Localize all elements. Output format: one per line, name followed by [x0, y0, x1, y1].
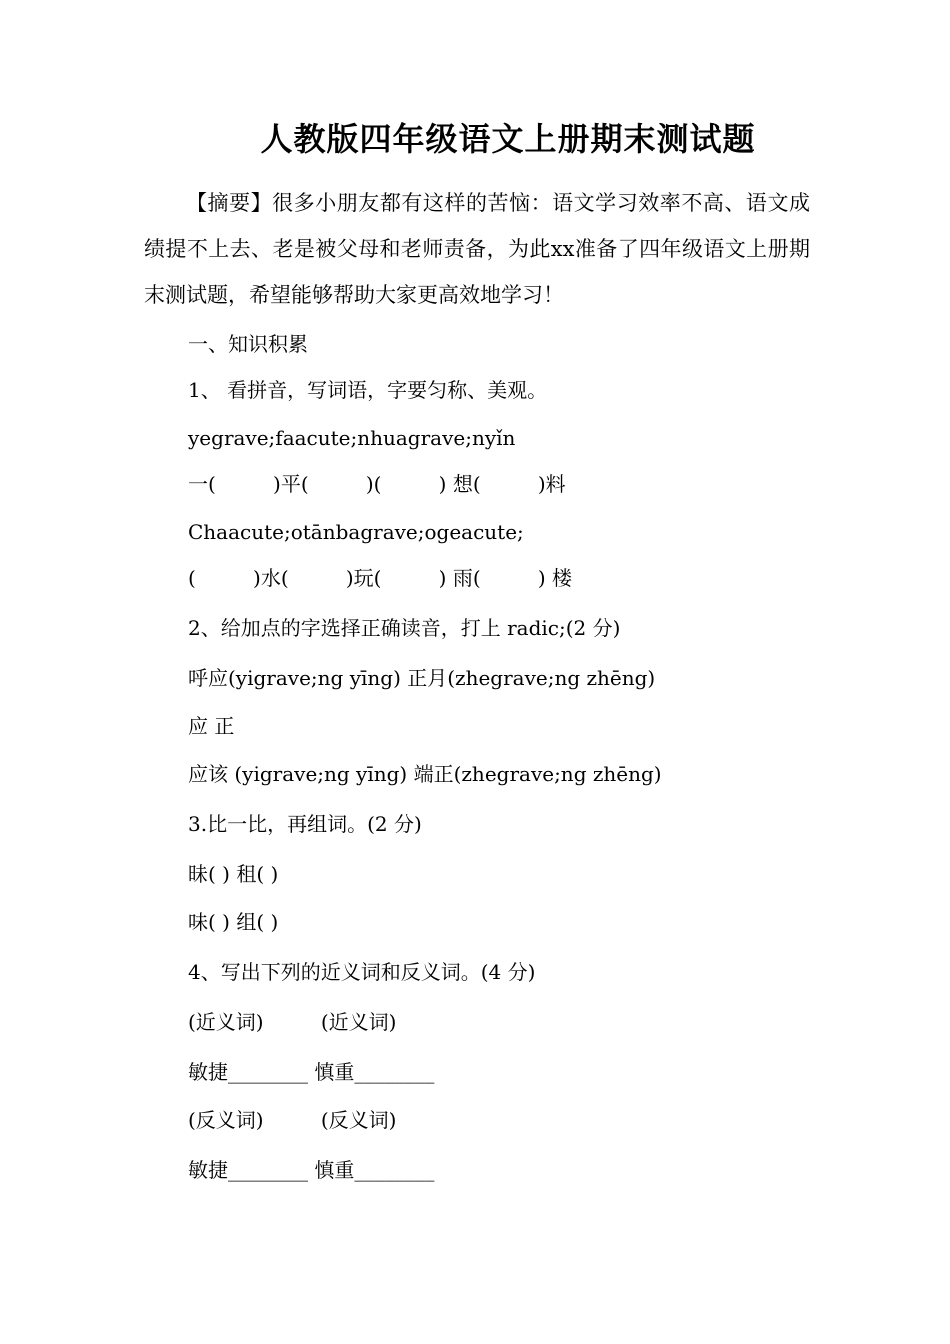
pinyin-row-1: yegrave;faacute;nhuagrave;nyǐn: [188, 426, 516, 450]
blank-row-2: ( )水( )玩( ) 雨( ) 楼: [188, 566, 573, 590]
pronunciation-row-2: 应该 (yigrave;ng yīng) 端正(zhegrave;ng zhēng): [188, 762, 662, 786]
compare-row-1: 昧( ) 租( ): [188, 862, 279, 886]
question-4: 4、写出下列的近义词和反义词。(4 分): [188, 960, 536, 984]
pinyin-row-2: Chaacute;otānbagrave;ogeacute;: [188, 520, 524, 544]
antonym-blank-row: 敏捷________ 慎重________: [188, 1158, 435, 1182]
pronunciation-row-1: 呼应(yigrave;ng yīng) 正月(zhegrave;ng zhēng): [188, 666, 656, 690]
question-2: 2、给加点的字选择正确读音，打上 radic;(2 分): [188, 616, 621, 640]
compare-row-2: 味( ) 组( ): [188, 910, 279, 934]
pronunciation-chars: 应 正: [188, 714, 235, 738]
document-title: 人教版四年级语文上册期末测试题: [260, 120, 756, 158]
question-3: 3.比一比，再组词。(2 分): [188, 812, 422, 836]
synonym-label-row: (近义词) (近义词): [188, 1010, 397, 1034]
section-heading: 一、知识积累: [188, 332, 308, 356]
synonym-blank-row: 敏捷________ 慎重________: [188, 1060, 435, 1084]
abstract-paragraph: 【摘要】很多小朋友都有这样的苦恼：语文学习效率不高、语文成绩提不上去、老是被父母和老师责备，为此xx准备了四年级语文上册期末测试题，希望能够帮助大家更高效地学习！: [144, 191, 810, 307]
question-1: 1、 看拼音，写词语，字要匀称、美观。: [188, 378, 548, 402]
antonym-label-row: (反义词) (反义词): [188, 1108, 397, 1132]
blank-row-1: 一( )平( )( ) 想( )料: [188, 472, 566, 496]
